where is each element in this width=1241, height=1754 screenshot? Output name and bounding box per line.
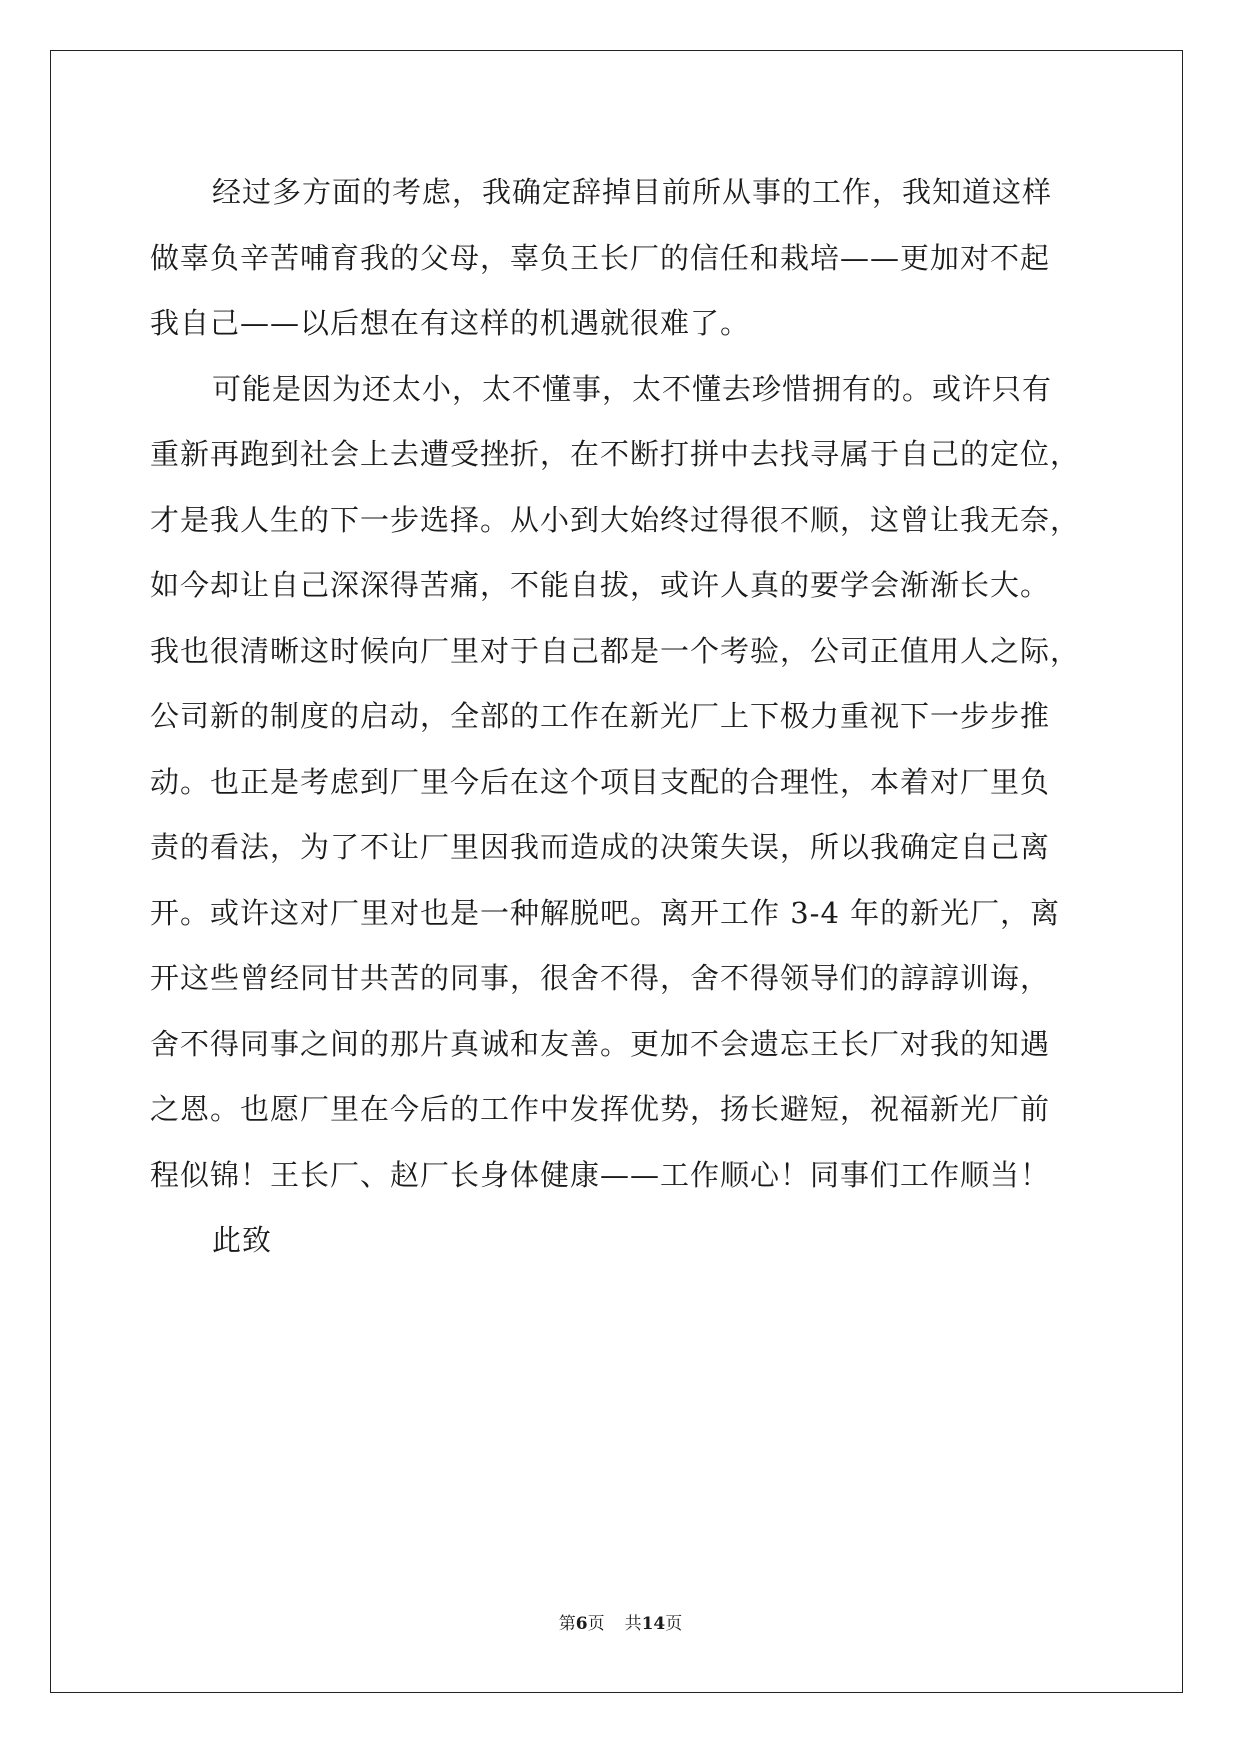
total-page-number: 14 — [641, 1614, 666, 1634]
footer-page-label: 页 — [587, 1614, 605, 1634]
paragraph — [150, 357, 1090, 1209]
text-line: 才是我人生的下一步选择。从小到大始终过得很不顺，这曾让我无奈， — [150, 502, 1081, 537]
text-line: 动。也正是考虑到厂里今后在这个项目支配的合理性，本着对厂里负 — [150, 764, 1051, 799]
text-line: 之恩。也愿厂里在今后的工作中发挥优势，扬长避短，祝福新光厂前 — [150, 1092, 1051, 1126]
text-line: 我也很清晰这时候向厂里对于自己都是一个考验，公司正值用人之际， — [150, 633, 1081, 668]
text-line: 我自己——以后想在有这样的机遇就很难了。 — [150, 306, 751, 340]
text-line: 开这些曾经同甘共苦的同事，很舍不得，舍不得领导们的諄諄训诲， — [150, 961, 1051, 995]
text-line: 舍不得同事之间的那片真诚和友善。更加不会遗忘王长厂对我的知遇 — [150, 1026, 1051, 1061]
text-line: 开。或许这对厂里对也是一种解脱吧。离开工作 3-4 年的新光厂，离 — [150, 895, 1061, 930]
footer-total-prefix: 共 — [624, 1614, 642, 1634]
text-line: 责的看法，为了不让厂里因我而造成的决策失误，所以我确定自己离 — [150, 830, 1051, 864]
text-line: 程似锦！王长厂、赵厂长身体健康——工作顺心！同事们工作顺当！ — [150, 1157, 1051, 1192]
text-line: 经过多方面的考虑，我确定辞掉目前所从事的工作，我知道这样 — [212, 175, 1053, 209]
text-line: 重新再跑到社会上去遭受挫折，在不断打拼中去找寻属于自己的定位， — [150, 437, 1081, 471]
text-line: 此致 — [212, 1223, 273, 1257]
document-body — [150, 160, 1090, 1274]
footer-page-prefix: 第 — [558, 1614, 576, 1634]
paragraph — [150, 160, 1090, 357]
footer-total-label: 页 — [665, 1614, 683, 1634]
paragraph — [150, 1208, 1090, 1274]
page-footer — [0, 1609, 1241, 1634]
current-page-number: 6 — [575, 1614, 588, 1634]
text-line: 可能是因为还太小，太不懂事，太不懂去珍惜拥有的。或许只有 — [212, 371, 1053, 406]
text-line: 公司新的制度的启动，全部的工作在新光厂上下极力重视下一步步推 — [150, 699, 1051, 733]
text-line: 做辜负辛苦哺育我的父母，辜负王长厂的信任和栽培——更加对不起 — [150, 240, 1051, 275]
text-line: 如今却让自己深深得苦痛，不能自拔，或许人真的要学会渐渐长大。 — [150, 568, 1051, 602]
